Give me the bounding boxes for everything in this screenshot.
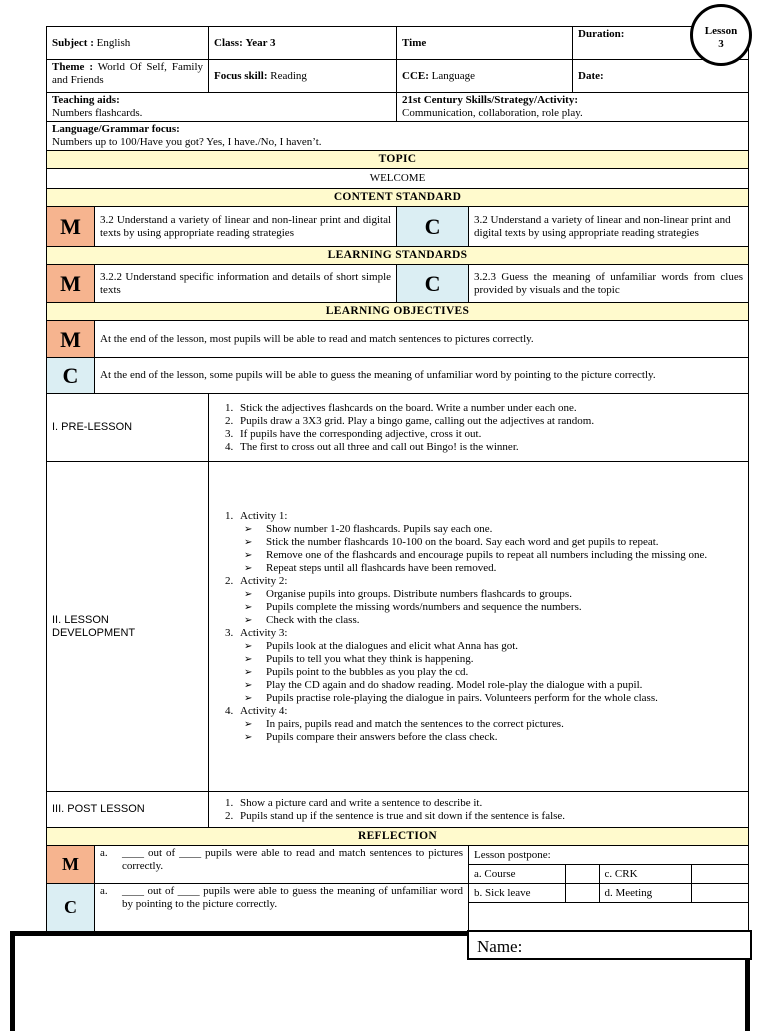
postpone-crk: c. CRK <box>599 865 691 884</box>
post-lesson-step: 2. Pupils stand up if the sentence is true and sit down if the sentence is false. <box>236 810 743 823</box>
learning-objectives-heading: LEARNING OBJECTIVES <box>47 303 749 321</box>
activity-step: ➢ Show number 1-20 flashcards. Pupils say each one. <box>262 523 743 536</box>
time-cell: Time <box>397 27 573 60</box>
postpone-meeting: d. Meeting <box>599 884 691 903</box>
topic-heading: TOPIC <box>47 151 749 169</box>
subject-cell: Subject : English <box>47 27 209 60</box>
learning-standards-c-marker: C <box>397 265 469 303</box>
lesson-number-badge: Lesson 3 <box>690 4 752 66</box>
postpone-sick-leave: b. Sick leave <box>469 884 565 903</box>
activity-step: ➢ Pupils point to the bubbles as you play the cd. <box>262 666 743 679</box>
lesson-development-label: II. LESSON DEVELOPMENT <box>47 462 209 792</box>
reflection-c-marker: C <box>47 884 95 932</box>
activity-step: ➢ Remove one of the flashcards and encourage pupils to repeat all numbers including the missing one. <box>262 549 743 562</box>
teaching-aids-cell: Teaching aids: Numbers flashcards. <box>47 93 397 122</box>
learning-standards-m-text: 3.2.2 Understand specific information and details of short simple texts <box>95 265 397 303</box>
activity-title: Activity 1: <box>240 509 288 522</box>
pre-lesson-step: 2. Pupils draw a 3X3 grid. Play a bingo game, calling out the adjectives at random. <box>236 415 743 428</box>
cce-cell: CCE: Language <box>397 60 573 93</box>
pre-lesson-label: I. PRE-LESSON <box>47 394 209 462</box>
activity-title: Activity 4: <box>240 704 288 717</box>
activity-step: ➢ In pairs, pupils read and match the sentences to the correct pictures. <box>262 718 743 731</box>
postpone-sick-leave-box[interactable] <box>565 884 599 903</box>
learning-objectives-m-text: At the end of the lesson, most pupils will be able to read and match sentences to pictures correctly. <box>95 321 749 358</box>
activity-step: ➢ Pupils look at the dialogues and elicit what Anna has got. <box>262 640 743 653</box>
postpone-label: Lesson postpone: <box>469 846 748 865</box>
activity-item <box>236 627 743 705</box>
post-lesson-steps <box>209 792 749 828</box>
reflection-m-marker: M <box>47 846 95 884</box>
name-field[interactable] <box>467 930 752 960</box>
learning-standards-c-text: 3.2.3 Guess the meaning of unfamiliar words from clues provided by visuals and the topic <box>469 265 749 303</box>
activity-step: ➢ Repeat steps until all flashcards have been removed. <box>262 562 743 575</box>
lesson-postpone-cell <box>469 846 749 932</box>
postpone-crk-box[interactable] <box>691 865 748 884</box>
content-standard-heading: CONTENT STANDARD <box>47 189 749 207</box>
post-lesson-label: III. POST LESSON <box>47 792 209 828</box>
postpone-meeting-box[interactable] <box>691 884 748 903</box>
postpone-course-box[interactable] <box>565 865 599 884</box>
skills-cell: 21st Century Skills/Strategy/Activity: Communication, collaboration, role play. <box>397 93 749 122</box>
topic-value: WELCOME <box>47 169 749 189</box>
activity-item <box>236 705 743 744</box>
learning-objectives-m-marker: M <box>47 321 95 358</box>
pre-lesson-step: 3. If pupils have the corresponding adjective, cross it out. <box>236 428 743 441</box>
pre-lesson-steps <box>209 394 749 462</box>
learning-standards-m-marker: M <box>47 265 95 303</box>
reflection-heading: REFLECTION <box>47 828 749 846</box>
focus-skill-cell: Focus skill: Reading <box>209 60 397 93</box>
learning-objectives-c-text: At the end of the lesson, some pupils will be able to guess the meaning of unfamiliar word by pointing to the picture correctly. <box>95 358 749 394</box>
pre-lesson-step: 4. The first to cross out all three and call out Bingo! is the winner. <box>236 441 743 454</box>
content-standard-m-text: 3.2 Understand a variety of linear and non-linear print and digital texts by using appropriate reading strategies <box>95 207 397 247</box>
lesson-plan-table <box>46 26 749 932</box>
content-standard-c-marker: C <box>397 207 469 247</box>
activity-item <box>236 575 743 627</box>
content-standard-c-text: 3.2 Understand a variety of linear and non-linear print and digital texts by using appropriate reading strategies <box>469 207 749 247</box>
activity-step: ➢ Stick the number flashcards 10-100 on the board. Say each word and get pupils to repeat. <box>262 536 743 549</box>
activity-step: ➢ Play the CD again and do shadow reading. Model role-play the dialogue with a pupil. <box>262 679 743 692</box>
activity-item <box>236 510 743 575</box>
activity-title: Activity 2: <box>240 574 288 587</box>
post-lesson-step: 1. Show a picture card and write a sentence to describe it. <box>236 797 743 810</box>
theme-cell: Theme : World Of Self, Family and Friends <box>47 60 209 93</box>
lesson-development-activities <box>209 462 749 792</box>
activity-step: ➢ Pupils compare their answers before the class check. <box>262 731 743 744</box>
name-label: Name: <box>477 937 523 956</box>
date-cell: Date: <box>573 60 749 93</box>
learning-standards-heading: LEARNING STANDARDS <box>47 247 749 265</box>
grammar-focus-cell: Language/Grammar focus: Numbers up to 100/Have you got? Yes, I have./No, I haven’t. <box>47 122 749 151</box>
activity-title: Activity 3: <box>240 626 288 639</box>
activity-step: ➢ Organise pupils into groups. Distribute numbers flashcards to groups. <box>262 588 743 601</box>
content-standard-m-marker: M <box>47 207 95 247</box>
activity-step: ➢ Check with the class. <box>262 614 743 627</box>
reflection-c-text: a. ____ out of ____ pupils were able to guess the meaning of unfamiliar word by pointing to the picture correctly. <box>95 884 469 932</box>
activity-step: ➢ Pupils to tell you what they think is happening. <box>262 653 743 666</box>
activity-step: ➢ Pupils complete the missing words/numbers and sequence the numbers. <box>262 601 743 614</box>
learning-objectives-c-marker: C <box>47 358 95 394</box>
class-cell: Class: Year 3 <box>209 27 397 60</box>
reflection-m-text: a. ____ out of ____ pupils were able to read and match sentences to pictures correctly. <box>95 846 469 884</box>
postpone-course: a. Course <box>469 865 565 884</box>
duration-cell: Duration: <box>573 27 749 60</box>
pre-lesson-step: 1. Stick the adjectives flashcards on the board. Write a number under each one. <box>236 402 743 415</box>
activity-step: ➢ Pupils practise role-playing the dialogue in pairs. Volunteers perform for the whole class. <box>262 692 743 705</box>
